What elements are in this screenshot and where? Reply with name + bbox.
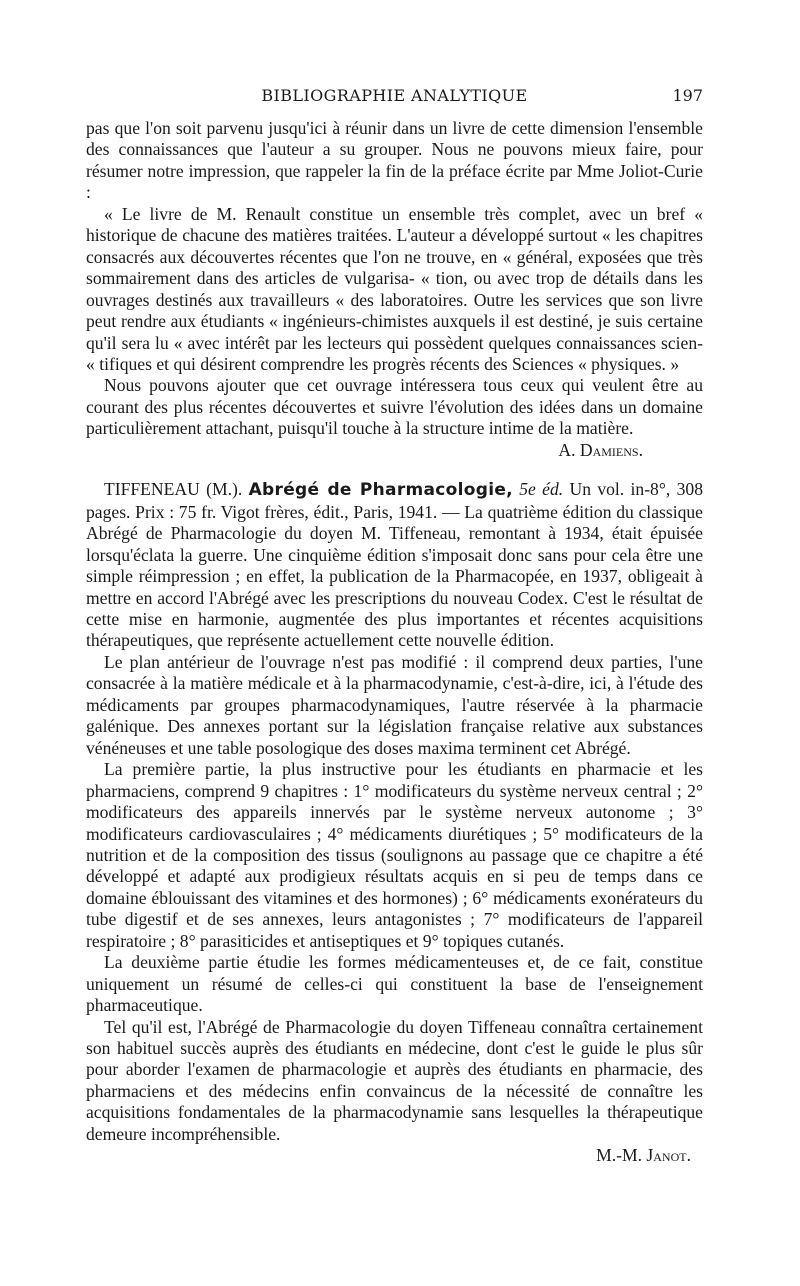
review2-paragraph-1-text: Un vol. in-8°, 308 pages. Prix : 75 fr. Vigot frères, édit., Paris, 1941. — La quatrième édition du classique Abrégé de Pharmacologie du doyen M. Tiffeneau, remontant à 1934, était épuisée lorsqu'éclata la guerre. Une cinquième édition s'imposait donc sans pour cela être une simple réimpression ; en effet, la publication de la Pharmacopée, en 1937, obligeait à mettre en accord l'Abrégé avec les prescriptions du nouveau Codex. C'est le résultat de cette mise en harmonie, augmentée des plus importantes et récentes acquisitions thérapeutiques, que représente actuellement cette nouvelle édition. [86,479,703,651]
review1-signature [86,440,703,461]
review2-paragraph-1 [86,479,703,652]
section-gap [86,461,703,479]
review1-paragraph-1: pas que l'on soit parvenu jusqu'ici à réunir dans un livre de cette dimension l'ensemble des connaissances que l'auteur a su grouper. Nous ne pouvons mieux faire, pour résumer notre impression, que rappeler la fin de la préface écrite par Mme Joliot-Curie : [86,118,703,203]
review1-signature-text: A. Damiens. [558,439,643,460]
review2-paragraph-2: Le plan antérieur de l'ouvrage n'est pas modifié : il comprend deux parties, l'une consacrée à la matière médicale et à la pharmacodynamie, c'est-à-dire, ici, à l'étude des médicaments par groupes pharmacodynamiques, l'autre réservée à la pharmacie galénique. Des annexes portant sur la législation française relative aux substances vénéneuses et une table posologique des doses maxima terminent cet Abrégé. [86,651,703,758]
review2-signature-text: M.-M. Janot. [596,1145,691,1166]
review2-paragraph-4: La deuxième partie étudie les formes médicamenteuses et, de ce fait, constitue uniquement un résumé de celles-ci qui constituent la base de l'enseignement pharmaceutique. [86,952,703,1016]
article-body [86,118,703,1167]
review2-edition: 5e éd. [519,479,564,500]
review2-author: TIFFENEAU (M.). [104,479,243,500]
review1-paragraph-2: Nous pouvons ajouter que cet ouvrage intéressera tous ceux qui veulent être au courant des plus récentes découvertes et suivre l'évolution des idées dans un domaine particulièrement attachant, puisqu'il touche à la structure intime de la matière. [86,375,703,439]
page-number: 197 [672,86,703,105]
running-title: BIBLIOGRAPHIE ANALYTIQUE [261,86,528,105]
review2-signature [86,1145,703,1166]
review1-quote: « Le livre de M. Renault constitue un ensemble très complet, avec un bref « historique de chacune des matières traitées. L'auteur a développé surtout « les chapitres consacrés aux découvertes récentes que l'on ne trouve, en « général, exposées que très sommairement dans des articles de vulgarisa- « tion, ou avec trop de détails dans les ouvrages destinés aux travailleurs « des laboratoires. Outre les services que son livre peut rendre aux étudiants « ingénieurs-chimistes auxquels il est destiné, je suis certaine qu'il sera lu « avec intérêt par les lecteurs qui possèdent quelques connaissances scien- « tifiques et qui désirent comprendre les progrès récents des Sciences « physiques. » [86,203,703,374]
running-header [86,86,703,108]
review2-paragraph-3: La première partie, la plus instructive pour les étudiants en pharmacie et les pharmaciens, comprend 9 chapitres : 1° modificateurs du système nerveux central ; 2° modificateurs des appareils innervés par le système nerveux autonome ; 3° modificateurs cardiovasculaires ; 4° médicaments diurétiques ; 5° modificateurs de la nutrition et de la composition des tissus (soulignons au passage que ce chapitre a été développé et adapté aux prodigieux résultats acquis en si peu de temps dans ce domaine éblouissant des vitamines et des hormones) ; 6° médicaments exonérateurs du tube digestif et de ses annexes, leurs antagonistes ; 7° modificateurs de l'appareil respiratoire ; 8° parasiticides et antiseptiques et 9° topiques cutanés. [86,759,703,951]
review2-paragraph-5: Tel qu'il est, l'Abrégé de Pharmacologie du doyen Tiffeneau connaîtra certainement son habituel succès auprès des étudiants en médecine, dont c'est le guide le plus sûr pour aborder l'examen de pharmacologie et auprès des étudiants en pharmacie, des pharmaciens et des médecins enfin convaincus de la nécessité de connaître les acquisitions fondamentales de la pharmacodynamie sans lesquelles la thérapeutique demeure incompréhensible. [86,1016,703,1144]
review2-book-title: Abrégé de Pharmacologie, [248,480,513,501]
